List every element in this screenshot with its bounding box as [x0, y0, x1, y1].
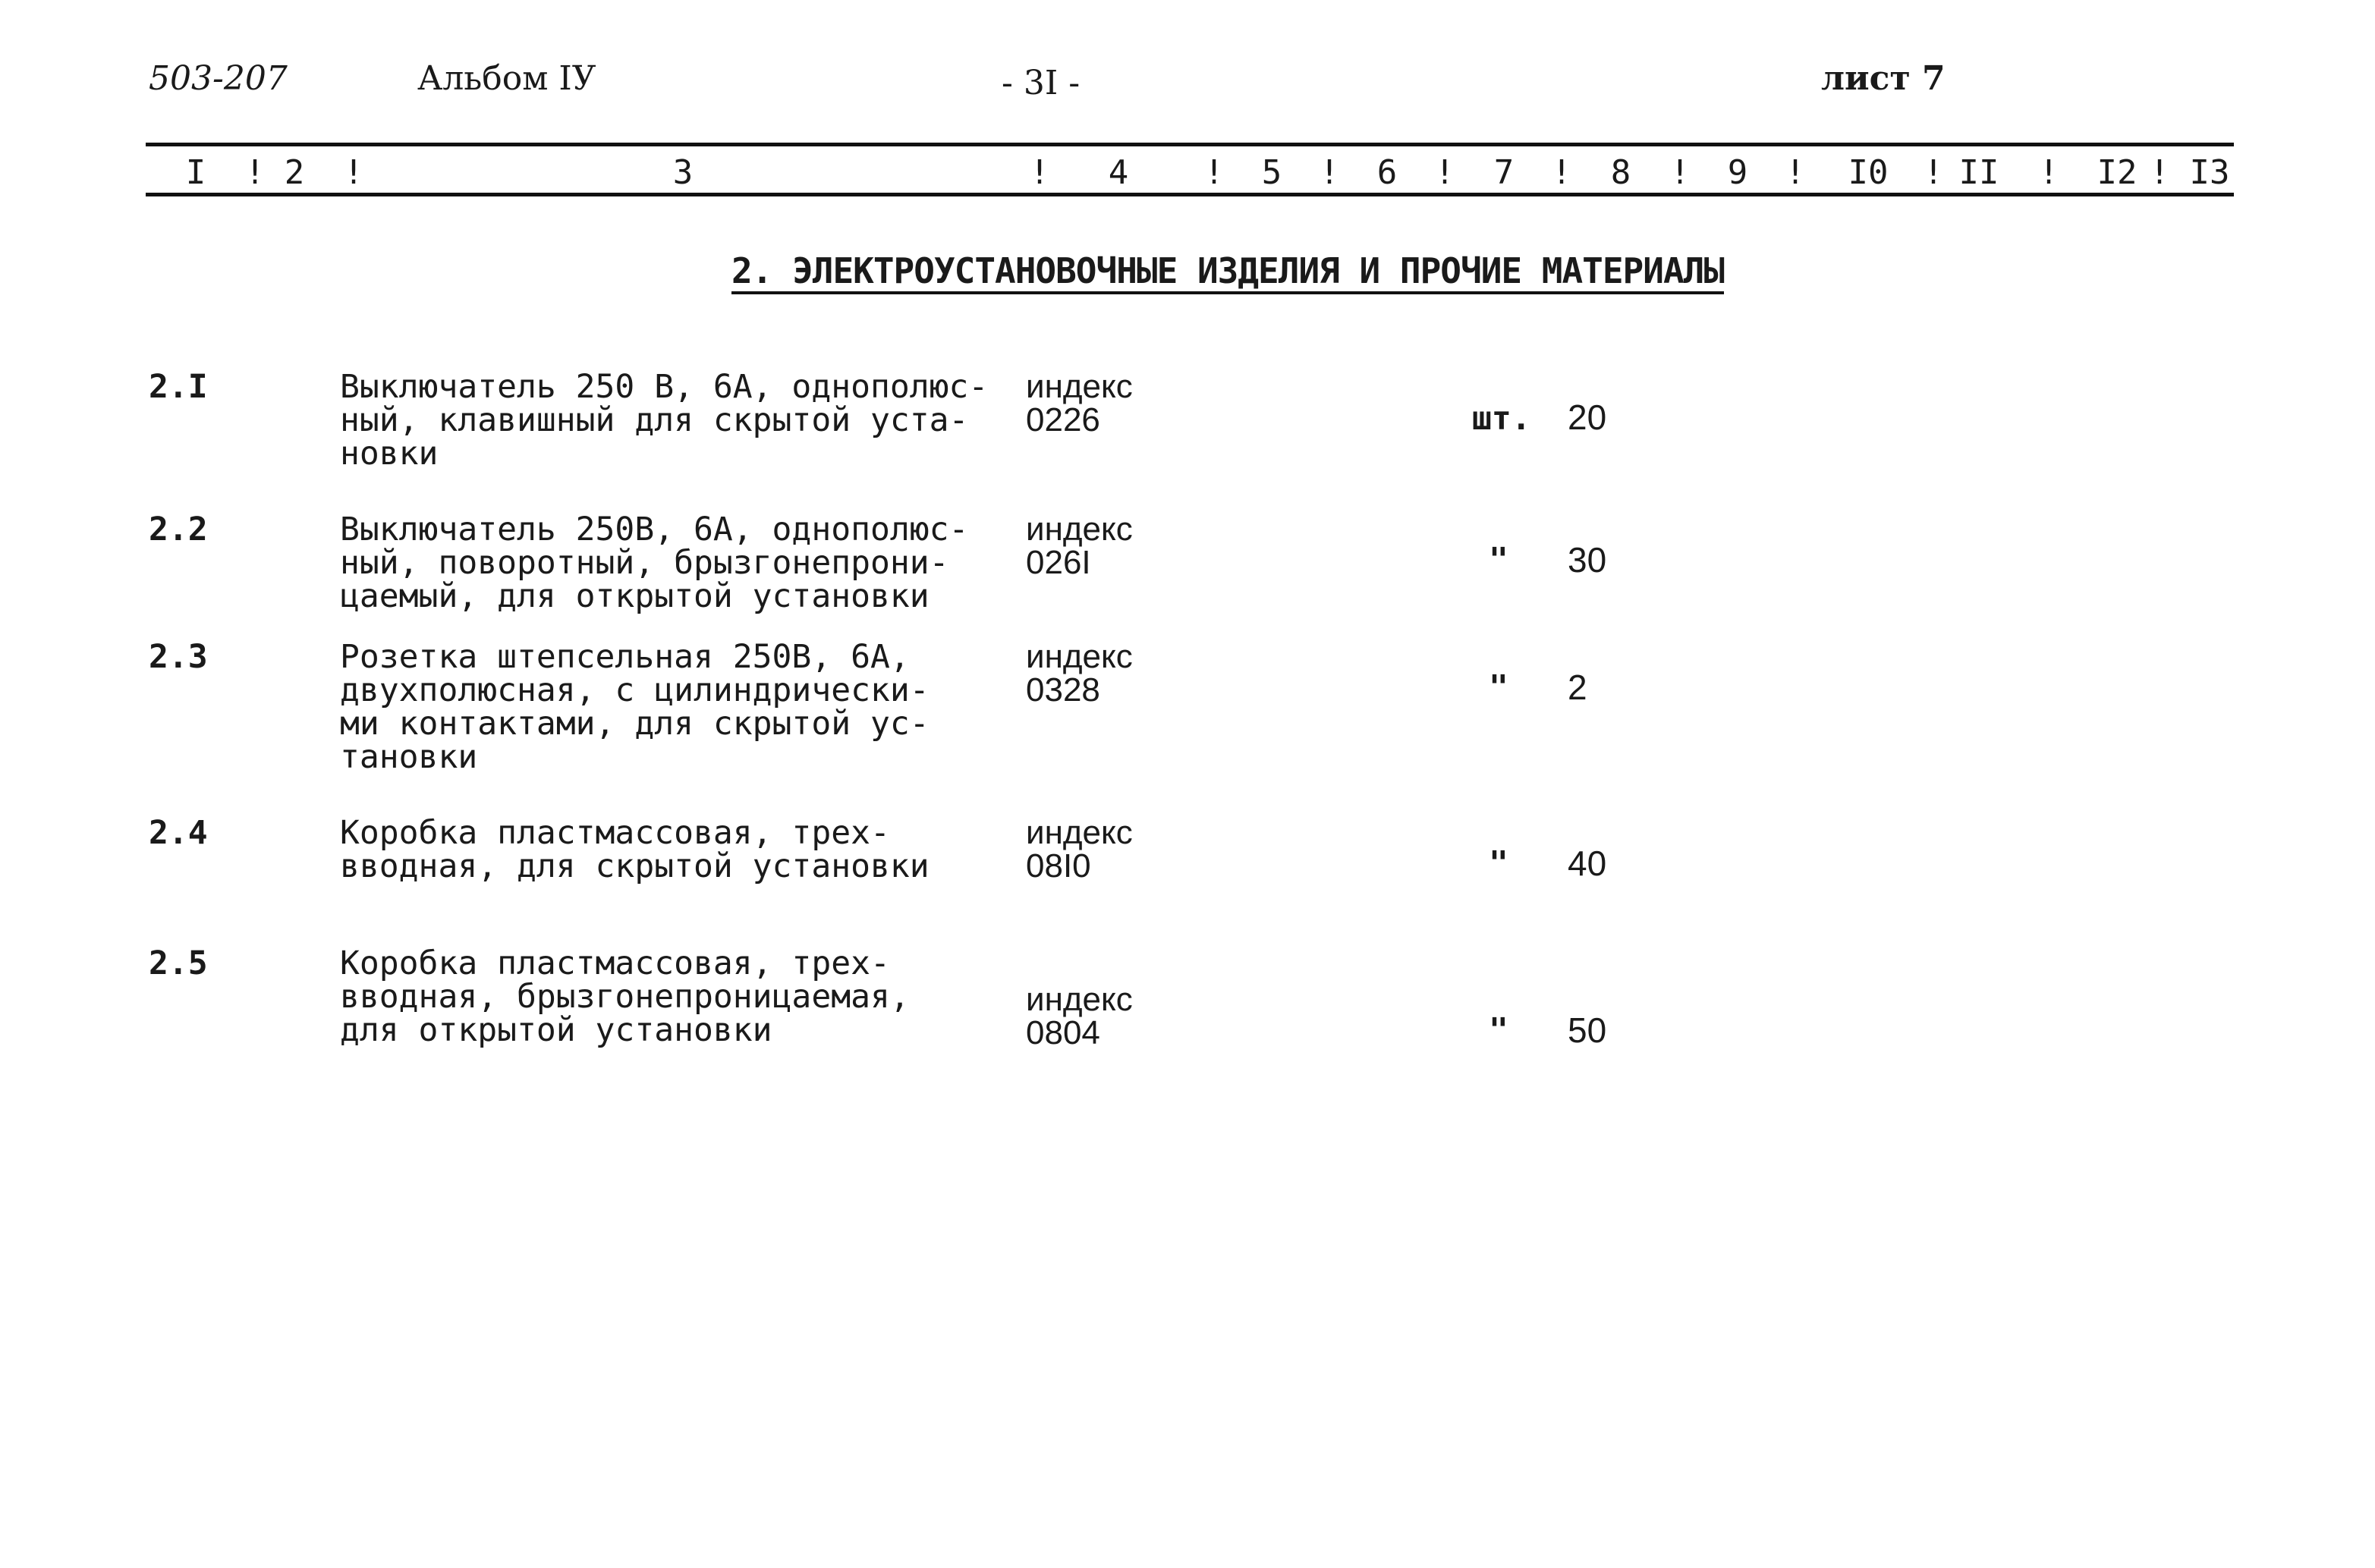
item-description	[340, 816, 930, 883]
item-quantity: 20	[1568, 397, 1607, 437]
page-number: - 3I -	[1002, 64, 1081, 102]
item-quantity: 2	[1568, 668, 1587, 707]
description-line: Выключатель 250В, 6А, однополюс-	[340, 511, 969, 548]
column-separator: !	[1551, 153, 1572, 192]
item-unit: шт.	[1472, 400, 1531, 438]
item-description	[340, 944, 910, 1049]
column-separator: !	[2149, 153, 2170, 192]
description-line: ми контактами, для скрытой ус-	[340, 705, 930, 743]
description-line: двухполюсная, с цилиндрически-	[340, 671, 930, 709]
album-label: Альбом IУ	[417, 59, 596, 98]
column-separator: !	[1669, 153, 1691, 192]
index-code: 0328	[1026, 671, 1100, 709]
item-unit: "	[1489, 1011, 1508, 1049]
column-header: 9	[1727, 153, 1748, 192]
column-header: 5	[1261, 153, 1282, 192]
sheet-label: лист 7	[1821, 59, 1946, 98]
column-header: 6	[1376, 153, 1398, 192]
item-number: 2.2	[149, 511, 208, 548]
column-header: I2	[2097, 153, 2138, 192]
index-code: 0226	[1026, 401, 1100, 438]
column-header: I	[185, 153, 206, 192]
header-rule-top	[146, 143, 2234, 146]
index-label: индекс	[1026, 511, 1133, 548]
description-line: Розетка штепсельная 250В, 6А,	[340, 638, 910, 676]
column-header: 2	[284, 153, 305, 192]
column-separator: !	[1434, 153, 1455, 192]
column-header: 4	[1108, 153, 1129, 192]
item-unit: "	[1489, 844, 1508, 882]
description-line: новки	[340, 435, 439, 473]
item-index	[1026, 816, 1133, 883]
index-label: индекс	[1026, 638, 1133, 675]
header-rule-bottom	[146, 193, 2234, 196]
document-code: 503-207	[149, 59, 288, 98]
column-header: I3	[2189, 153, 2230, 192]
column-header: 7	[1493, 153, 1515, 192]
description-line: для открытой установки	[340, 1011, 772, 1049]
description-line: Выключатель 250 В, 6А, однополюс-	[340, 368, 989, 406]
item-index	[1026, 370, 1133, 437]
item-quantity: 30	[1568, 540, 1607, 580]
description-line: тановки	[340, 738, 478, 776]
item-description	[340, 640, 930, 774]
section-title: 2. ЭЛЕКТРОУСТАНОВОЧНЫЕ ИЗДЕЛИЯ И ПРОЧИЕ МАТЕРИАЛЫ	[731, 253, 1724, 294]
description-line: вводная, для скрытой установки	[340, 847, 930, 885]
column-separator: !	[2038, 153, 2059, 192]
index-code: 0804	[1026, 1014, 1100, 1051]
item-description	[340, 368, 989, 473]
index-code: 026I	[1026, 544, 1091, 581]
column-header: 8	[1610, 153, 1631, 192]
column-separator: !	[1785, 153, 1806, 192]
description-line: Коробка пластмассовая, трех-	[340, 814, 890, 852]
column-separator: !	[244, 153, 266, 192]
item-quantity: 40	[1568, 844, 1607, 883]
column-separator: !	[1029, 153, 1050, 192]
item-description	[340, 513, 968, 613]
item-index	[1026, 983, 1133, 1050]
item-number: 2.5	[149, 944, 208, 982]
description-line: ный, поворотный, брызгонепрони-	[340, 544, 949, 582]
column-separator: !	[1319, 153, 1340, 192]
column-header: II	[1958, 153, 1999, 192]
description-line: Коробка пластмассовая, трех-	[340, 944, 890, 982]
index-code: 08I0	[1026, 847, 1091, 885]
index-label: индекс	[1026, 981, 1133, 1018]
item-number: 2.3	[149, 638, 208, 676]
description-line: ный, клавишный для скрытой уста-	[340, 401, 969, 439]
item-unit: "	[1489, 541, 1508, 579]
item-number: 2.4	[149, 814, 208, 852]
index-label: индекс	[1026, 814, 1133, 851]
column-separator: !	[1203, 153, 1225, 192]
item-index	[1026, 640, 1133, 707]
item-quantity: 50	[1568, 1010, 1607, 1050]
column-header: I0	[1848, 153, 1889, 192]
column-header: 3	[672, 153, 694, 192]
item-index	[1026, 513, 1133, 580]
column-separator: !	[343, 153, 364, 192]
description-line: вводная, брызгонепроницаемая,	[340, 978, 910, 1016]
item-unit: "	[1489, 668, 1508, 706]
item-number: 2.I	[149, 368, 208, 406]
index-label: индекс	[1026, 368, 1133, 405]
column-separator: !	[1923, 153, 1944, 192]
description-line: цаемый, для открытой установки	[340, 577, 930, 615]
